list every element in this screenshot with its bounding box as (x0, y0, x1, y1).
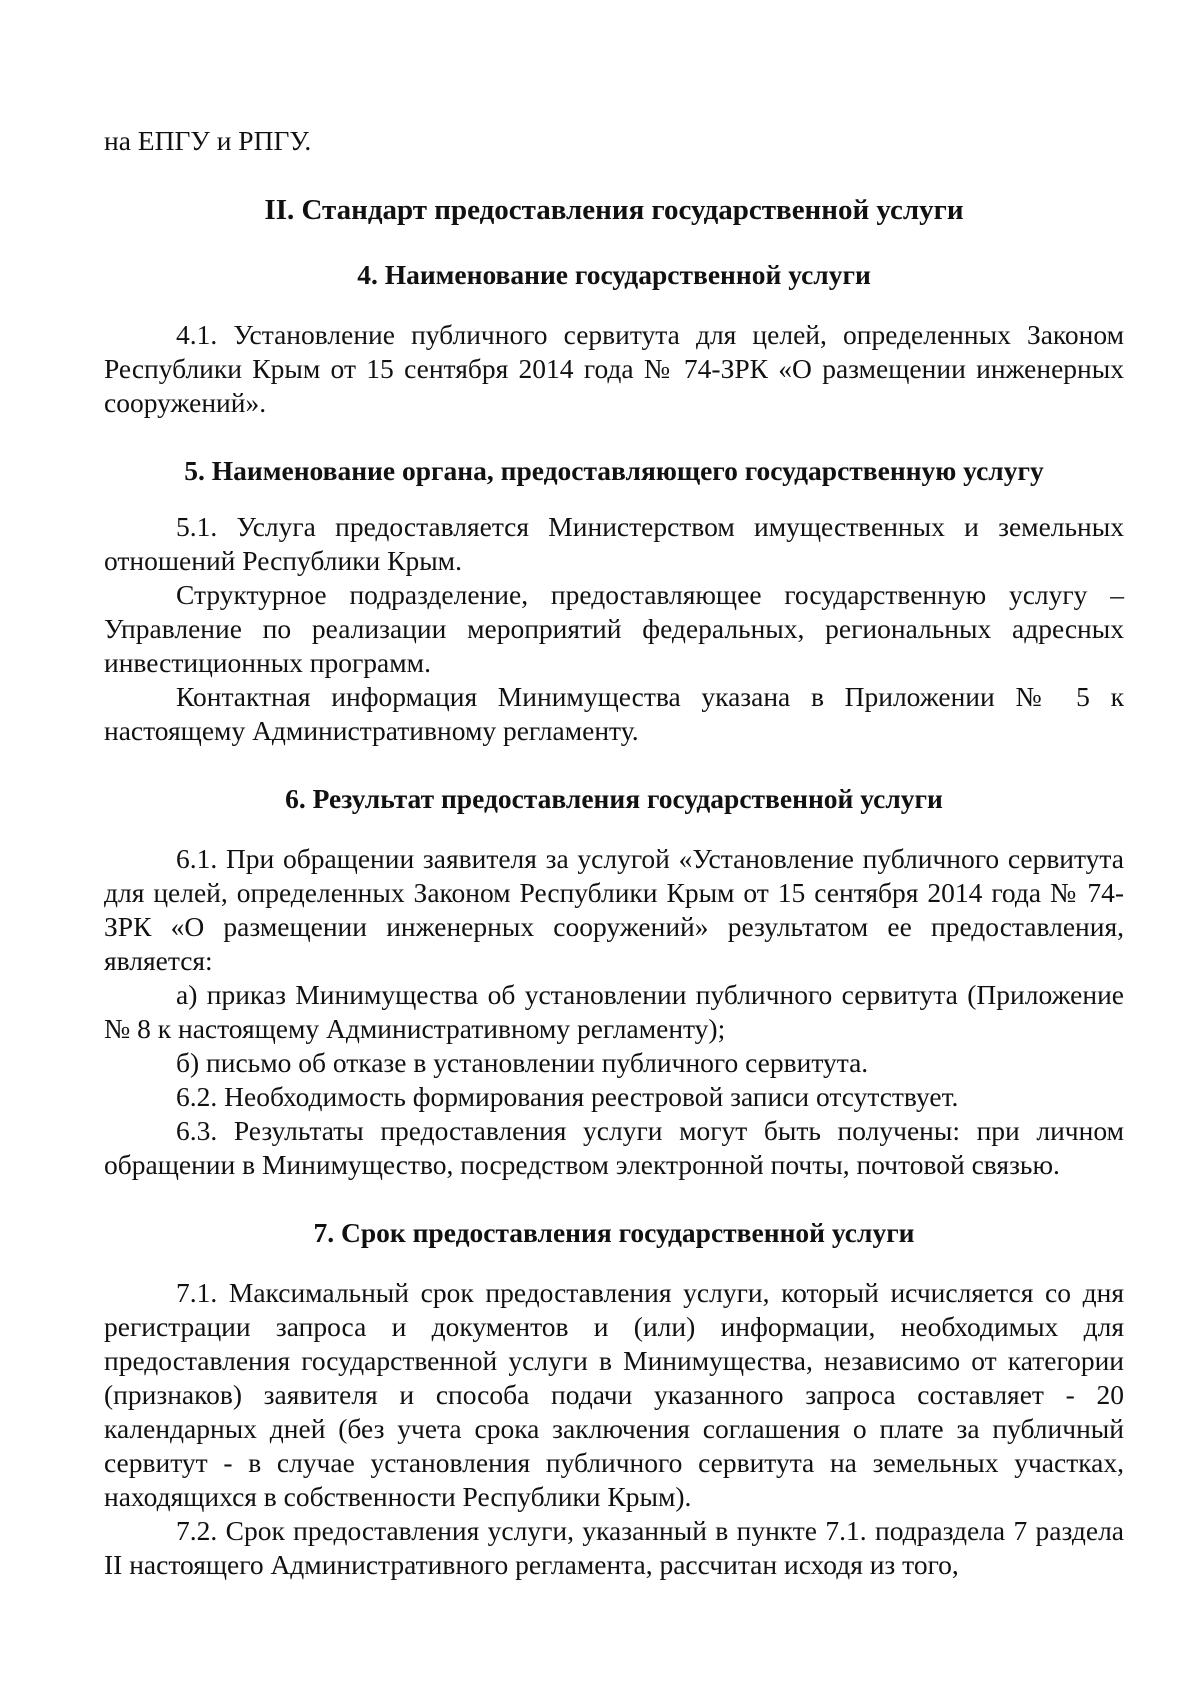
document-body (104, 124, 1124, 1582)
paragraph-7-2: 7.2. Срок предоставления услуги, указанный в пункте 7.1. подраздела 7 раздела II настоящего Административного регламента, рассчитан исходя из того, (104, 1515, 1124, 1580)
heading-5: 5. Наименование органа, предоставляющего государственную услугу (184, 455, 1044, 486)
paragraph-5-3: Контактная информация Минимущества указана в Приложении № 5 к настоящему Административному регламенту. (104, 681, 1124, 746)
heading-4: 4. Наименование государственной услуги (357, 259, 871, 290)
paragraph-5-2: Структурное подразделение, предоставляющее государственную услугу – Управление по реализации мероприятий федеральных, региональных адресных инвестиционных программ. (104, 579, 1124, 678)
paragraph-6-1: 6.1. При обращении заявителя за услугой «Установление публичного сервитута для целей, определенных Законом Республики Крым от 15 сентября 2014 года № 74-ЗРК «О размещении инженерных сооружений» результатом ее предоставления, является: (104, 843, 1124, 976)
paragraph-6-3: 6.3. Результаты предоставления услуги могут быть получены: при личном обращении в Минимущество, посредством электронной почты, почтовой связью. (104, 1115, 1124, 1180)
paragraph-7-1: 7.1. Максимальный срок предоставления услуги, который исчисляется со дня регистрации запроса и документов и (или) информации, необходимых для предоставления государственной услуги в Минимущества, независимо от категории (признаков) заявителя и способа подачи указанного запроса составляет - 20 календарных дней (без учета срока заключения соглашения о плате за публичный сервитут - в случае установления публичного сервитута на земельных участках, находящихся в собственности Республики Крым). (104, 1277, 1124, 1512)
heading-6: 6. Результат предоставления государственной услуги (285, 783, 943, 814)
intro-line: на ЕПГУ и РПГУ. (104, 125, 312, 156)
paragraph-6-2: 6.2. Необходимость формирования реестровой записи отсутствует. (176, 1081, 959, 1112)
section-title: II. Стандарт предоставления государственной услуги (264, 194, 964, 226)
paragraph-6-1-a: а) приказ Минимущества об установлении публичного сервитута (Приложение № 8 к настоящему Административному регламенту); (104, 979, 1124, 1044)
heading-7: 7. Срок предоставления государственной услуги (313, 1217, 915, 1248)
paragraph-6-1-b: б) письмо об отказе в установлении публичного сервитута. (176, 1047, 869, 1078)
paragraph-4-1: 4.1. Установление публичного сервитута для целей, определенных Законом Республики Крым от 15 сентября 2014 года № 74-ЗРК «О размещении инженерных сооружений». (104, 319, 1124, 418)
paragraph-5-1: 5.1. Услуга предоставляется Министерством имущественных и земельных отношений Республики Крым. (104, 511, 1124, 576)
